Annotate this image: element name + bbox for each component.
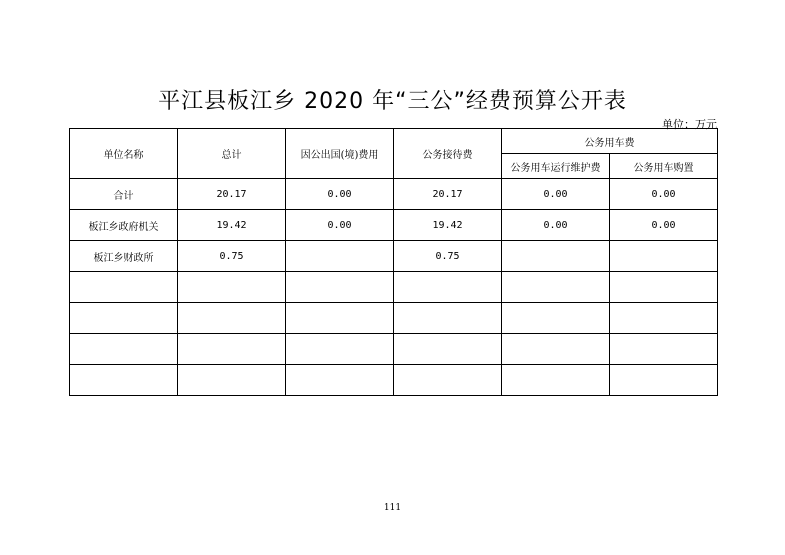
table-row: [70, 365, 718, 396]
value-cell: [610, 272, 718, 303]
row-name-cell: [70, 303, 178, 334]
value-cell: [502, 241, 610, 272]
row-name-cell: [70, 272, 178, 303]
value-cell: [394, 365, 502, 396]
value-cell: 20.17: [178, 179, 286, 210]
value-cell: [394, 272, 502, 303]
row-name-cell: 板江乡财政所: [70, 241, 178, 272]
table-row: [70, 272, 718, 303]
header-total: 总计: [178, 129, 286, 179]
table-row: [70, 210, 718, 241]
value-cell: [286, 303, 394, 334]
value-cell: 0.75: [394, 241, 502, 272]
value-cell: 19.42: [394, 210, 502, 241]
table-row: [70, 303, 718, 334]
value-cell: 0.00: [610, 210, 718, 241]
value-cell: 0.75: [178, 241, 286, 272]
page-number: 111: [383, 503, 402, 513]
header-vehicle-maintenance: 公务用车运行维护费: [502, 154, 610, 179]
value-cell: [610, 303, 718, 334]
header-vehicle-purchase: 公务用车购置: [610, 154, 718, 179]
budget-table: [69, 128, 718, 396]
value-cell: 0.00: [286, 210, 394, 241]
value-cell: [610, 241, 718, 272]
value-cell: 0.00: [610, 179, 718, 210]
value-cell: [178, 303, 286, 334]
value-cell: [394, 334, 502, 365]
value-cell: [286, 272, 394, 303]
value-cell: [178, 365, 286, 396]
value-cell: [286, 241, 394, 272]
header-vehicle-group: 公务用车费: [502, 129, 718, 154]
row-name-cell: 板江乡政府机关: [70, 210, 178, 241]
row-name-cell: [70, 365, 178, 396]
value-cell: [502, 303, 610, 334]
value-cell: 0.00: [502, 210, 610, 241]
value-cell: 19.42: [178, 210, 286, 241]
value-cell: [502, 334, 610, 365]
table-row: [70, 334, 718, 365]
value-cell: [502, 272, 610, 303]
value-cell: [610, 334, 718, 365]
unit-label: 单位：万元: [662, 118, 717, 131]
value-cell: 20.17: [394, 179, 502, 210]
value-cell: [286, 365, 394, 396]
value-cell: 0.00: [502, 179, 610, 210]
page-title: 平江县板江乡 2020 年“三公”经费预算公开表: [158, 89, 627, 114]
header-abroad: 因公出国(境)费用: [286, 129, 394, 179]
table-row: [70, 241, 718, 272]
value-cell: [286, 334, 394, 365]
value-cell: 0.00: [286, 179, 394, 210]
value-cell: [502, 365, 610, 396]
row-name-cell: [70, 334, 178, 365]
value-cell: [610, 365, 718, 396]
value-cell: [178, 334, 286, 365]
value-cell: [394, 303, 502, 334]
value-cell: [178, 272, 286, 303]
header-reception: 公务接待费: [394, 129, 502, 179]
table-row: [70, 179, 718, 210]
row-name-cell: 合计: [70, 179, 178, 210]
table-body: [70, 129, 718, 396]
header-name: 单位名称: [70, 129, 178, 179]
